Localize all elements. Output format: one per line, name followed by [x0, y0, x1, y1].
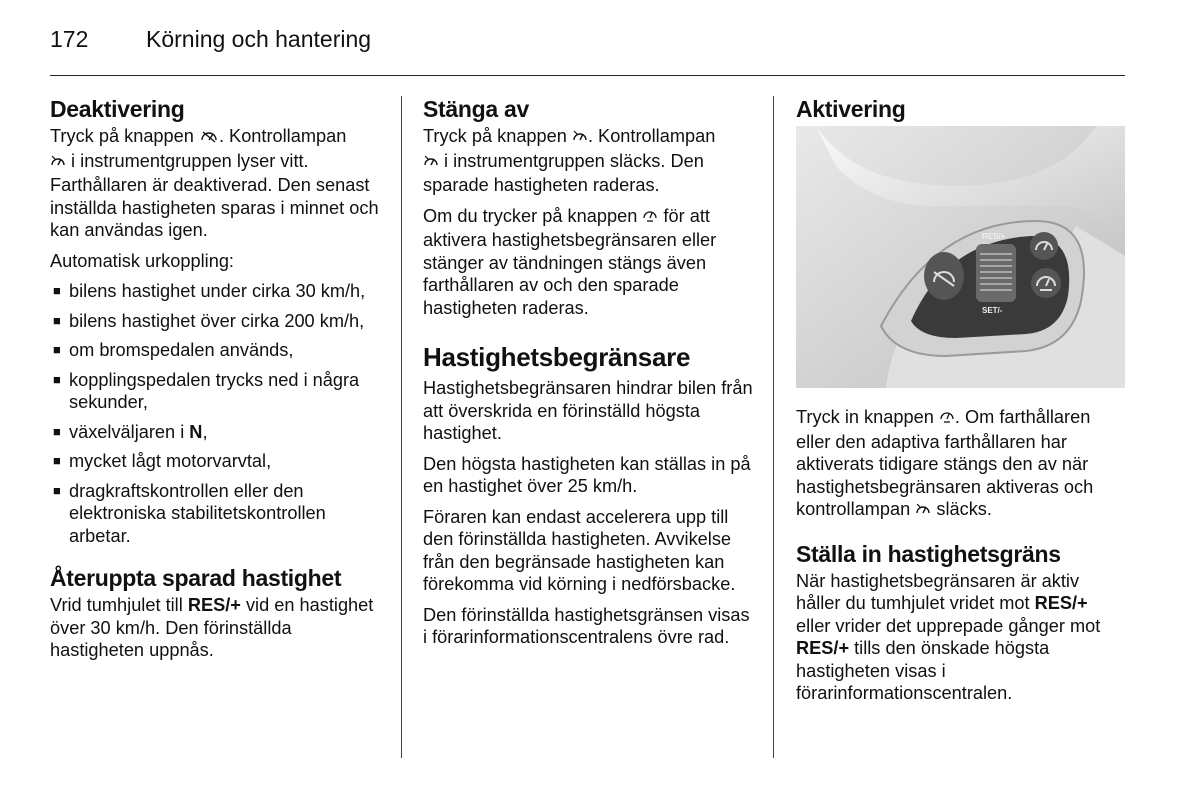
list-item-text: kopplingspedalen trycks ned i några sekunder,: [69, 369, 360, 412]
text-span: När hastighetsbegränsaren är aktiv håller du tumhjulet vridet mot: [796, 570, 1080, 613]
resume-paragraph: [50, 594, 386, 662]
gear-n-label: N: [189, 421, 203, 442]
page-number: 172: [50, 26, 89, 52]
list-item-text: växelväljaren i: [69, 421, 190, 442]
column-divider-2: [773, 96, 774, 758]
cruise-control-icon: [915, 500, 931, 523]
speed-limiter-icon: [939, 408, 955, 431]
text-span: Om du trycker på knappen: [423, 205, 643, 226]
list-item: ■ kopplingspedalen trycks ned i några sekunder,: [53, 369, 360, 412]
limiter-paragraph-4: Den förinställda hastighetsgränsen visas i förarinformationscentralens övre rad.: [423, 604, 750, 647]
cruise-control-icon: [572, 127, 588, 150]
res-label: RES/+: [1034, 593, 1088, 613]
limiter-paragraph-2: Den högsta hastigheten kan ställas in på en hastighet över 25 km/h.: [423, 453, 751, 496]
stanga-av-heading: Stänga av: [423, 96, 529, 122]
limiter-paragraph-3: Föraren kan endast accelerera upp till den förinställda hastigheten. Avvikelse från den begränsade hastigheten kan förekomma vid körning i nedförsbacke.: [423, 506, 736, 594]
list-item: ■ om bromspedalen används,: [53, 340, 294, 360]
text-span: tills den önskade högsta hastigheten visas i förarinformationscentralen.: [796, 638, 1050, 703]
cruise-control-icon: [50, 152, 66, 175]
list-item: ■ bilens hastighet under cirka 30 km/h,: [53, 281, 366, 301]
resume-heading: Återuppta sparad hastighet: [50, 565, 342, 591]
page-header: [50, 26, 371, 56]
limiter-paragraph-1: Hastighetsbegränsaren hindrar bilen från att överskrida en förinställd högsta hastighet.: [423, 378, 753, 443]
text-span: eller vrider det upprepade gånger mot: [796, 615, 1101, 636]
deaktivering-paragraph: [50, 125, 386, 242]
list-item: ■ växelväljaren i N,: [53, 421, 208, 442]
aktivering-paragraph: [796, 406, 1126, 523]
cruise-control-icon: [423, 152, 439, 175]
speed-limiter-icon: [642, 207, 658, 230]
auto-disengage-list: [50, 280, 386, 547]
figure-set-label: SET/-: [982, 306, 1003, 315]
column-2: [423, 96, 758, 657]
list-item-text: bilens hastighet över cirka 200 km/h,: [69, 310, 365, 331]
column-divider-1: [401, 96, 402, 758]
header-rule: [50, 75, 1125, 76]
text-span: . Om farthållaren eller den adaptiva farthållaren har aktiverats tidigare stängs den av när hastighetsbegränsaren aktiveras och kontrollampan: [796, 407, 1094, 519]
list-item: ■ dragkraftskontrollen eller den elektroniska stabilitetskontrollen arbetar.: [53, 480, 326, 546]
stanga-av-paragraph-1: [423, 125, 758, 197]
list-item: ■ mycket lågt motorvarvtal,: [53, 451, 272, 471]
steering-wheel-figure: [796, 126, 1125, 388]
column-3: [796, 96, 1126, 713]
figure-res-label: RES/+: [982, 232, 1006, 241]
set-limit-paragraph: [796, 570, 1126, 705]
stanga-av-paragraph-2: [423, 205, 758, 320]
aktivering-heading: Aktivering: [796, 96, 906, 122]
text-span: släcks.: [931, 499, 992, 519]
list-item: ■ bilens hastighet över cirka 200 km/h,: [53, 310, 365, 331]
text-span: Vrid tumhjulet till: [50, 595, 188, 615]
list-item-text: om bromspedalen används,: [69, 340, 294, 360]
text-span: . Kontrollampan: [218, 126, 347, 146]
cruise-off-icon: [199, 127, 219, 150]
text-span: vid en hastighet över 30 km/h. Den förinställda hastigheten uppnås.: [50, 595, 374, 660]
limiter-heading: Hastighetsbegränsare: [423, 342, 691, 372]
res-label: RES/+: [187, 595, 241, 615]
text-span: Tryck på knappen: [50, 126, 199, 146]
text-span: för att aktivera hastighetsbegränsaren eller stänger av tändningen stängs även farthållaren av och den sparade hastigheten raderas.: [423, 205, 717, 318]
text-span: ,: [202, 421, 208, 442]
text-span: i instrumentgruppen lyser vitt. Farthållaren är deaktiverad. Den senast inställda hastigheten sparas i minnet och kan användas igen.: [50, 150, 379, 240]
set-limit-heading: Ställa in hastighetsgräns: [796, 540, 1061, 567]
deaktivering-heading: Deaktivering: [50, 96, 185, 122]
res-label: RES/+: [796, 638, 850, 658]
column-1: [50, 96, 386, 670]
section-title: Körning och hantering: [146, 26, 372, 52]
text-span: Tryck på knappen: [423, 126, 572, 146]
text-span: i instrumentgruppen släcks. Den sparade hastigheten raderas.: [423, 150, 704, 195]
list-item-text: mycket lågt motorvarvtal,: [69, 451, 272, 471]
text-span: Tryck in knappen: [796, 407, 939, 427]
auto-label: Automatisk urkoppling:: [50, 250, 234, 271]
list-item-text: bilens hastighet under cirka 30 km/h,: [69, 281, 366, 301]
text-span: . Kontrollampan: [587, 126, 716, 146]
list-item-text: dragkraftskontrollen eller den elektroniska stabilitetskontrollen arbetar.: [69, 480, 326, 546]
